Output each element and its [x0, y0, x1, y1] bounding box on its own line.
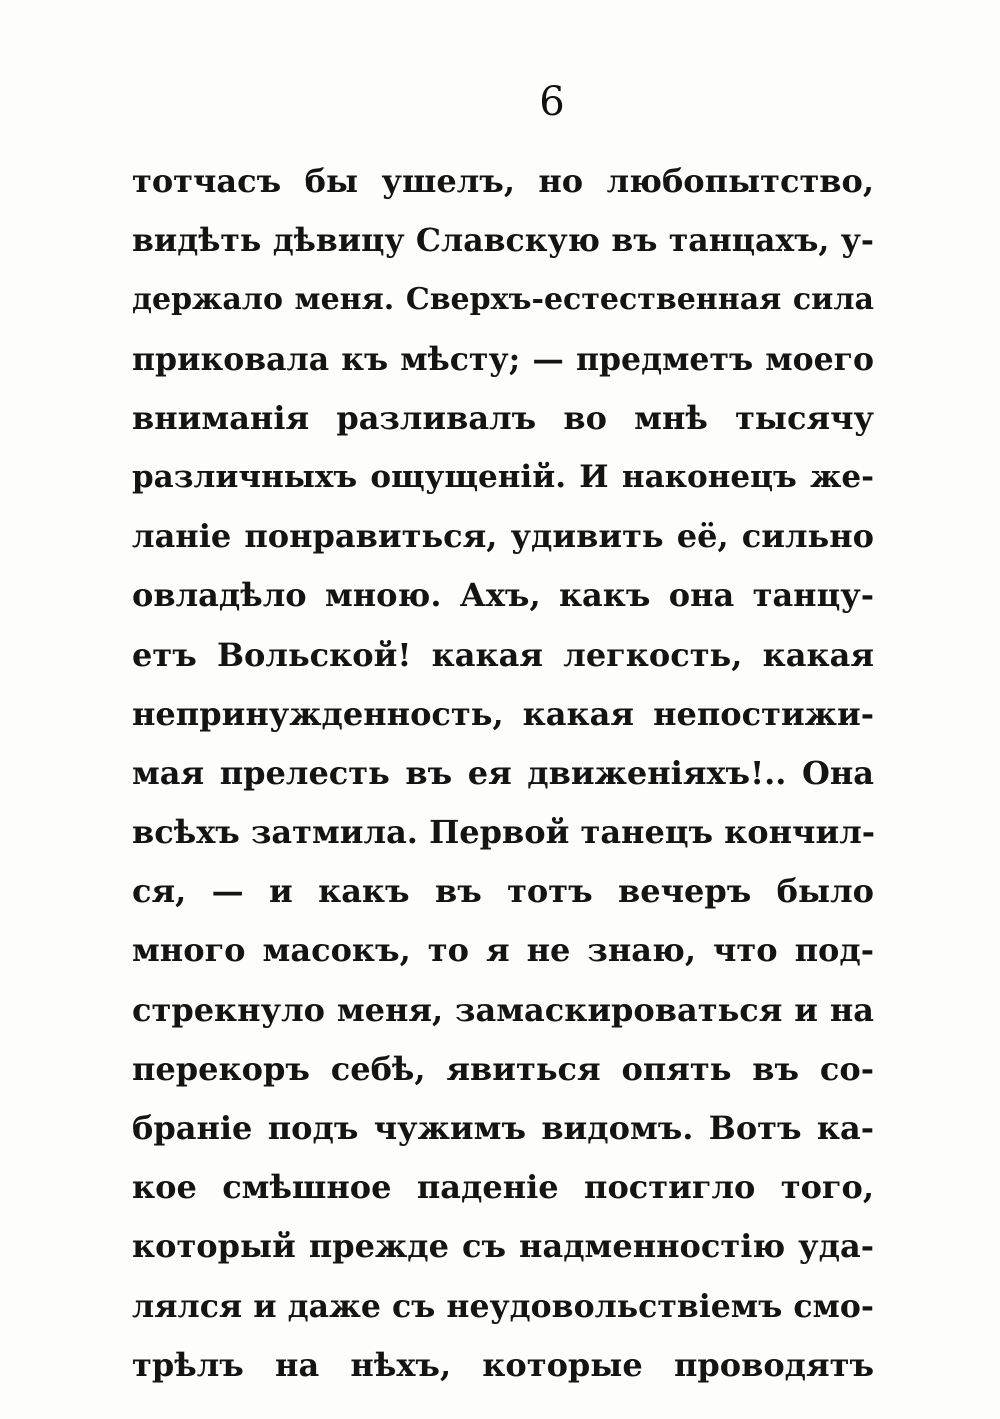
- text-line: приковала къ мѣсту; — предметъ моего: [132, 340, 874, 378]
- text-line: стрекнуло меня, замаскироваться и на: [132, 990, 874, 1029]
- text-line: мая прелесть въ ея движеніяхъ!.. Она: [132, 753, 874, 792]
- text-line: который прежде съ надменностію уда-: [132, 1227, 874, 1266]
- text-line: различныхъ ощущеній. И наконецъ же-: [132, 458, 874, 495]
- text-line: овладѣло мною. Ахъ, какъ она танцу-: [132, 576, 874, 615]
- text-line: кое смѣшное паденіе постигло того,: [132, 1168, 874, 1207]
- text-line: держало меня. Сверхъ-естественная сила: [132, 282, 874, 318]
- text-line: ся, — и какъ въ тотъ вечеръ было: [132, 872, 874, 911]
- text-line: лялся и даже съ неудовольствіемъ смо-: [132, 1287, 874, 1325]
- text-line: непринужденность, какая непостижи-: [132, 694, 874, 733]
- text-line: трѣлъ на нѣхъ, которые проводятъ: [132, 1345, 874, 1384]
- text-line: етъ Вольской! какая легкость, какая: [132, 635, 874, 674]
- body-text: [132, 152, 874, 1395]
- text-line: много масокъ, то я не знаю, что под-: [132, 931, 874, 970]
- text-line: вниманія разливалъ во мнѣ тысячу: [132, 398, 874, 437]
- text-line: всѣхъ затмила. Первой танецъ кончил-: [132, 813, 876, 852]
- page-number: 6: [539, 79, 565, 125]
- text-line: видѣть дѣвицу Славскую въ танцахъ, у-: [132, 222, 874, 260]
- text-line: браніе подъ чужимъ видомъ. Вотъ ка-: [132, 1109, 874, 1147]
- text-line: тотчасъ бы ушелъ, но любопытство,: [132, 162, 874, 200]
- text-line: перекоръ себѣ, явиться опять въ со-: [132, 1049, 874, 1088]
- text-line: ланіе понравиться, удивить её, сильно: [132, 517, 874, 556]
